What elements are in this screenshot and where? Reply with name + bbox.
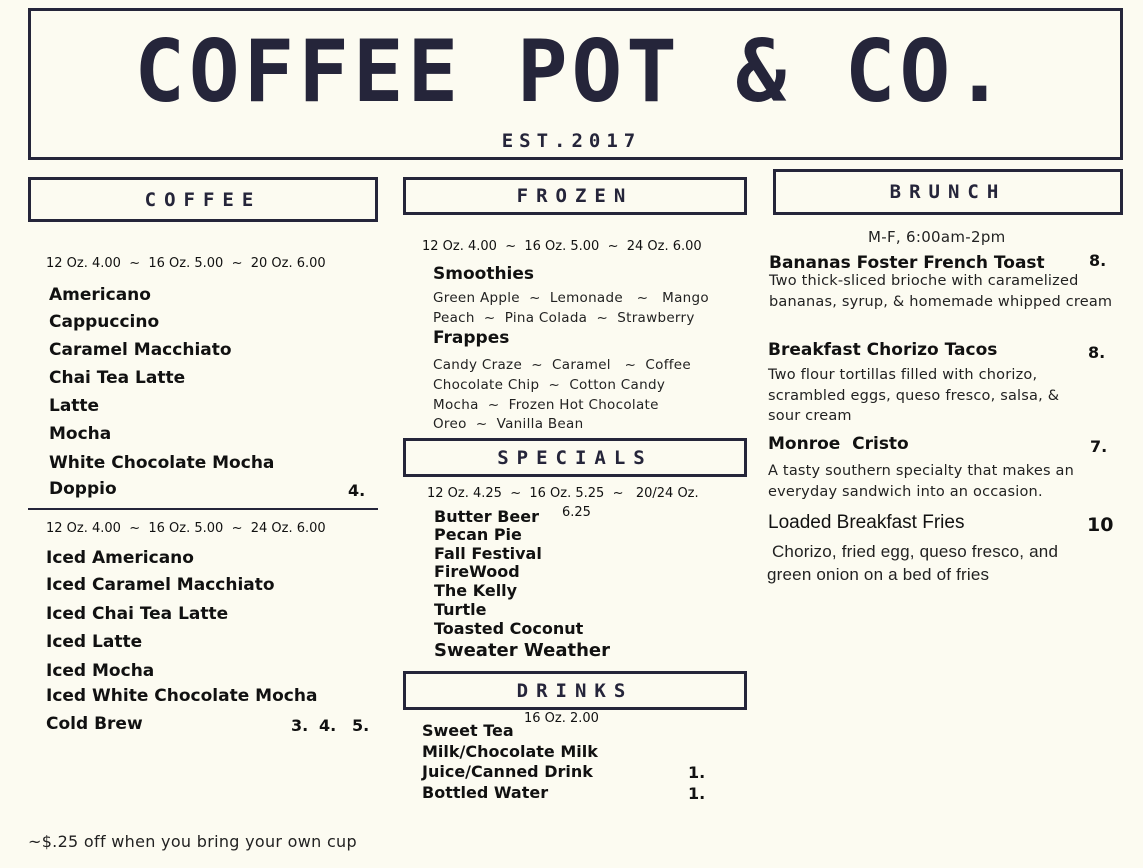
- coffee-item: Doppio: [49, 479, 117, 499]
- byo-cup-footnote: ~$.25 off when you bring your own cup: [28, 832, 357, 851]
- brunch-item-name: Bananas Foster French Toast: [769, 253, 1045, 273]
- coffee-item: Cappuccino: [49, 312, 160, 332]
- brunch-item-price: 7.: [1090, 437, 1108, 456]
- brunch-item-desc: A tasty southern specialty that makes an everyday sandwich into an occasion.: [768, 463, 1075, 500]
- brunch-item-desc: Chorizo, fried egg, queso fresco, and green onion on a bed of fries: [767, 542, 1064, 584]
- frappes-flavors: Mocha ~ Frozen Hot Chocolate: [433, 397, 659, 413]
- frappes-flavors: Candy Craze ~ Caramel ~ Coffee: [433, 357, 692, 373]
- frappes-flavors: Chocolate Chip ~ Cotton Candy: [433, 377, 666, 393]
- coffee-item: Latte: [49, 396, 100, 416]
- specials-heading: SPECIALS: [403, 438, 747, 477]
- drink-item: Milk/Chocolate Milk: [422, 742, 598, 761]
- brunch-heading: BRUNCH: [773, 169, 1123, 215]
- special-item: Butter Beer: [434, 507, 539, 526]
- coffee-divider: [28, 508, 378, 510]
- special-item: FireWood: [434, 562, 520, 581]
- coffee-item: White Chocolate Mocha: [49, 453, 275, 473]
- coffee-heading: COFFEE: [28, 177, 378, 222]
- special-item: Pecan Pie: [434, 525, 522, 544]
- smoothies-title: Smoothies: [433, 264, 535, 284]
- special-item: Fall Festival: [434, 544, 542, 563]
- brunch-item-price: 8.: [1088, 343, 1106, 362]
- brunch-item-name: Loaded Breakfast Fries: [768, 512, 965, 533]
- frappes-title: Frappes: [433, 328, 510, 348]
- drink-item: Bottled Water: [422, 783, 549, 802]
- brunch-hours: M-F, 6:00am-2pm: [868, 228, 1006, 246]
- brunch-item-desc: Two flour tortillas filled with chorizo, scrambled eggs, queso fresco, salsa, & sour cream: [768, 367, 1060, 424]
- water-price: 1.: [688, 784, 706, 803]
- smoothies-flavors: Peach ~ Pina Colada ~ Strawberry: [433, 310, 695, 326]
- brunch-item-name: Monroe Cristo: [768, 434, 909, 454]
- special-item: Turtle: [434, 600, 487, 619]
- juice-price: 1.: [688, 763, 706, 782]
- drink-item: Juice/Canned Drink: [422, 762, 593, 781]
- cold-brew-price: 4.: [319, 716, 337, 735]
- brunch-item-name: Breakfast Chorizo Tacos: [768, 340, 998, 360]
- brunch-item-desc: Two thick-sliced brioche with caramelized bananas, syrup, & homemade whipped cream: [769, 273, 1113, 310]
- iced-item: Cold Brew: [46, 714, 143, 734]
- coffee-item: Chai Tea Latte: [49, 368, 186, 388]
- iced-item: Iced Mocha: [46, 661, 155, 681]
- shop-title: COFFEE POT & CO.: [134, 22, 1009, 122]
- frozen-sizes: 12 Oz. 4.00 ~ 16 Oz. 5.00 ~ 24 Oz. 6.00: [422, 239, 702, 254]
- drinks-sizes: 16 Oz. 2.00: [524, 711, 599, 726]
- coffee-item: Mocha: [49, 424, 112, 444]
- cold-brew-price: 3.: [291, 716, 309, 735]
- drinks-heading: DRINKS: [403, 671, 747, 710]
- special-item: Sweater Weather: [434, 640, 610, 661]
- specials-sizes-cont: 6.25: [562, 505, 591, 520]
- coffee-item: Americano: [49, 285, 151, 305]
- coffee-hot-sizes: 12 Oz. 4.00 ~ 16 Oz. 5.00 ~ 20 Oz. 6.00: [46, 256, 326, 271]
- brunch-item-price: 8.: [1089, 251, 1107, 270]
- iced-item: Iced White Chocolate Mocha: [46, 686, 318, 706]
- drink-item: Sweet Tea: [422, 721, 514, 740]
- iced-item: Iced Americano: [46, 548, 194, 568]
- doppio-price: 4.: [348, 481, 366, 500]
- special-item: The Kelly: [434, 581, 518, 600]
- coffee-iced-sizes: 12 Oz. 4.00 ~ 16 Oz. 5.00 ~ 24 Oz. 6.00: [46, 521, 326, 536]
- specials-sizes: 12 Oz. 4.25 ~ 16 Oz. 5.25 ~ 20/24 Oz.: [427, 486, 699, 501]
- frozen-heading: FROZEN: [403, 177, 747, 215]
- iced-item: Iced Chai Tea Latte: [46, 604, 229, 624]
- frappes-flavors: Oreo ~ Vanilla Bean: [433, 416, 584, 432]
- iced-item: Iced Caramel Macchiato: [46, 575, 275, 595]
- iced-item: Iced Latte: [46, 632, 143, 652]
- cold-brew-price: 5.: [352, 716, 370, 735]
- established-label: EST.2017: [501, 130, 642, 152]
- special-item: Toasted Coconut: [434, 619, 584, 638]
- brunch-item-price: 10: [1087, 514, 1114, 536]
- coffee-item: Caramel Macchiato: [49, 340, 232, 360]
- smoothies-flavors: Green Apple ~ Lemonade ~ Mango: [433, 290, 709, 306]
